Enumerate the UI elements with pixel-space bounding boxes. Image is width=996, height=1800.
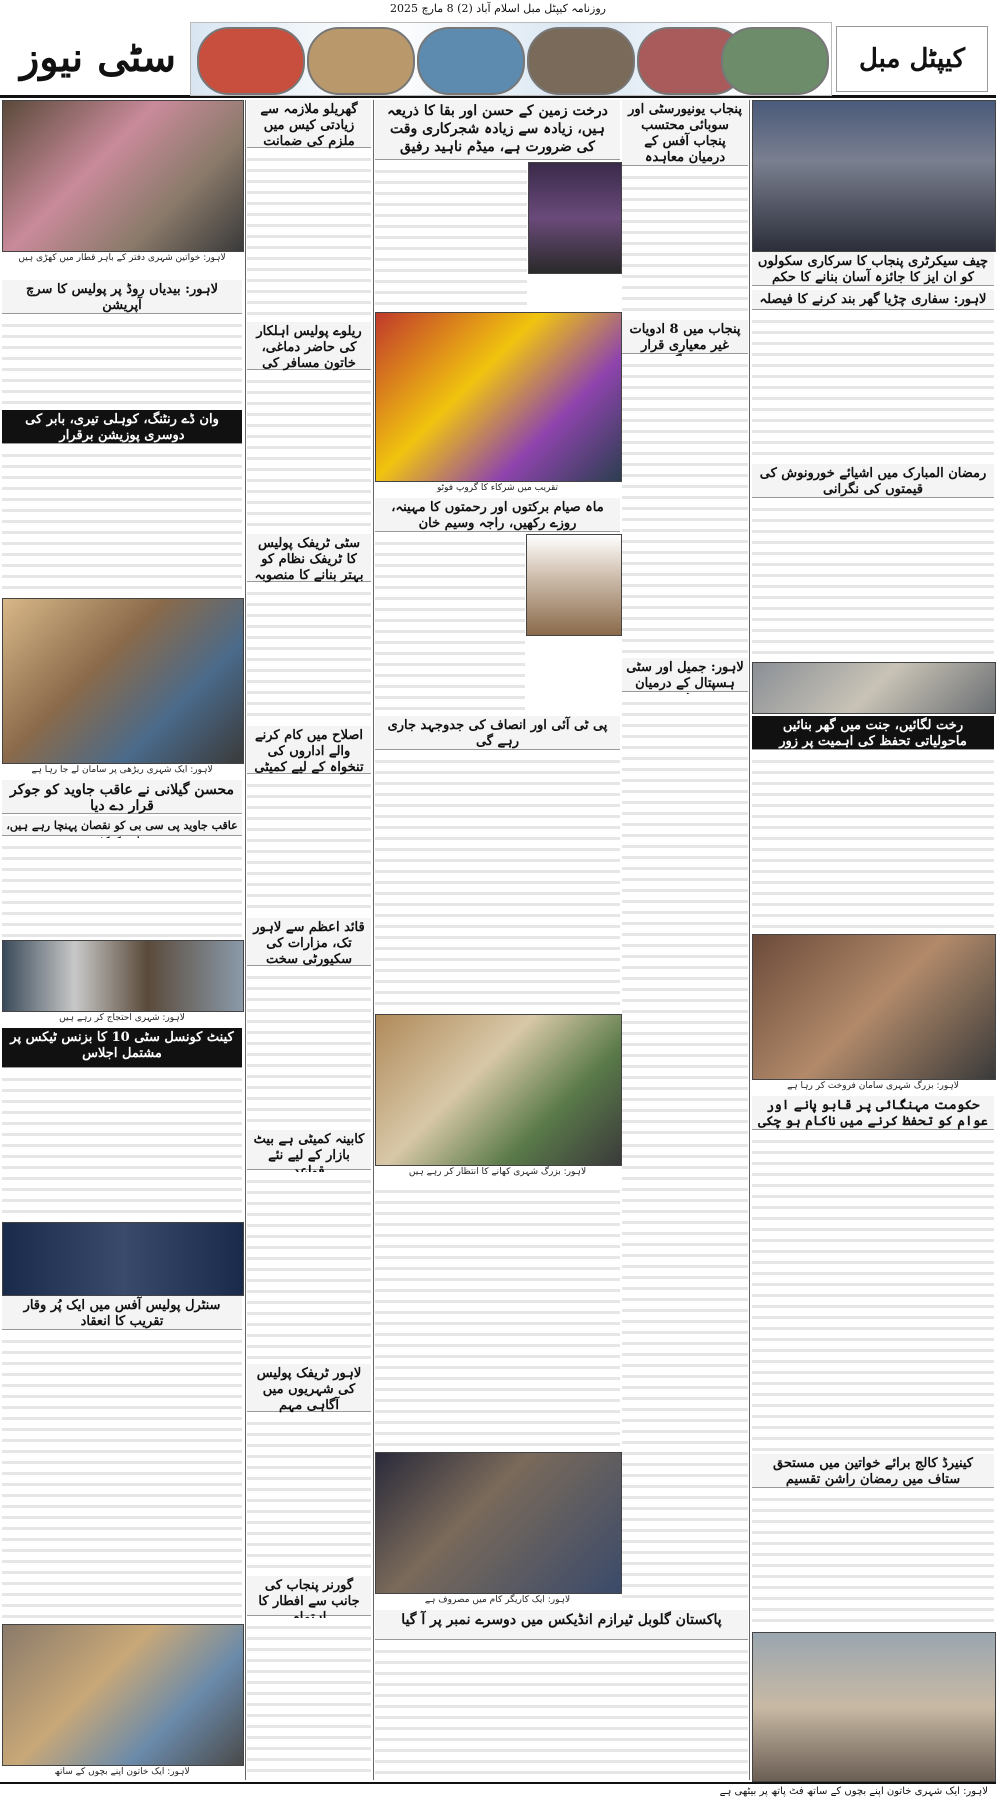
masthead-banner <box>190 22 832 96</box>
masthead <box>0 18 996 98</box>
article-body-col2-5 <box>375 752 620 1012</box>
article-body-col4-4 <box>2 1070 242 1220</box>
column-divider <box>245 100 247 1780</box>
article-body-col3-5 <box>247 968 371 1128</box>
headline-col2-7: پاکستان گلوبل ٹیرازم انڈیکس میں دوسرے نمبر پر آ گیا <box>375 1610 748 1640</box>
article-body-col2-1 <box>375 162 527 310</box>
caption-col4-4: لاہور: ایک خاتون اپنے بچوں کے ساتھ <box>2 1766 242 1780</box>
newspaper-logo: کیپٹل مبل <box>836 26 988 92</box>
headline-col4-6: سنٹرل پولیس آفس میں ایک پُر وقار تقریب کا انعقاد <box>2 1296 242 1330</box>
headline-col3-3: سٹی ٹریفک پولیس کا ٹریفک نظام کو بہتر بنانے کا منصوبہ <box>247 534 371 582</box>
headline-col4-1: لاہور: بیدیاں روڈ پر پولیس کا سرچ آپریشن <box>2 280 242 314</box>
article-body-col3-3 <box>247 584 371 724</box>
article-body-col3-6 <box>247 1172 371 1362</box>
column-divider <box>373 100 375 1780</box>
banner-photo-3 <box>417 27 525 95</box>
headline-col2-6: لاہور: جمیل اور سٹی ہسپتال کے درمیان <box>622 658 748 692</box>
banner-photo-4 <box>527 27 635 95</box>
article-body-col3-2 <box>247 372 371 532</box>
footer-caption: لاہور: ایک شہری خاتون اپنے بچوں کے ساتھ فٹ پاتھ پر بیٹھی ہے <box>0 1782 996 1800</box>
dateline: روزنامہ کیپٹل مبل اسلام آباد (2) 8 مارچ 2025 <box>390 2 606 15</box>
caption-col2-1: تقریب میں شرکاء کا گروپ فوٹو <box>375 482 620 496</box>
headline-col2-3: ماہ صیام برکتوں اور رحمتوں کا مہینہ، روزے رکھیں، راجہ وسیم خان <box>375 498 620 532</box>
portrait-photo <box>528 162 622 274</box>
article-body-col2-7 <box>375 1182 620 1450</box>
banner-photo-2 <box>307 27 415 95</box>
headline-col1-3: رمضان المبارک میں اشیائے خورونوش کی قیمتوں کی نگرانی <box>752 464 994 498</box>
women-queue-photo <box>2 100 244 252</box>
headline-col2-2: پنجاب یونیورسٹی اور سوبائی محتسب پنجاب آفس کے درمیان معاہدہ <box>622 100 748 166</box>
elderly-vendor-photo <box>752 934 996 1080</box>
headline-col2-4: پنجاب میں 8 ادویات غیر معیاری قرار <box>622 320 748 354</box>
headline-col4-5: کینٹ کونسل سٹی 10 کا بزنس ٹیکس پر مشتمل اجلاس <box>2 1028 242 1068</box>
article-body-col1-1 <box>752 312 994 462</box>
headline-col3-7: لاہور ٹریفک پولیس کی شہریوں میں آگاہی مہم <box>247 1364 371 1412</box>
mother-children-photo <box>2 1624 244 1766</box>
article-body-col2-3 <box>375 534 525 714</box>
section-title: سٹی نیوز <box>19 34 177 81</box>
caption-col2-3: لاہور: ایک کاریگر کام میں مصروف ہے <box>375 1594 620 1608</box>
headline-col1-5: حکومت مہنگائی پر قابو پانے اور عوام کو تحفظ کرنے میں ناکام ہو چکی <box>752 1096 994 1130</box>
headline-col1-2: لاہور: سفاری چڑیا گھر بند کرنے کا فیصلہ <box>752 290 994 310</box>
elders-photo <box>375 1014 622 1166</box>
headline-col1-6: کینیرڈ کالج برائے خواتین میں مستحق ستاف میں رمضان راشن تقسیم <box>752 1454 994 1488</box>
article-body-col4-3 <box>2 838 242 938</box>
article-body-col2-2 <box>622 168 748 318</box>
headline-col4-2: وان ڈے رنٹنگ، کوہلی تیری، بابر کی دوسری پوزیشن برقرار <box>2 410 242 444</box>
article-body-col3-4 <box>247 776 371 916</box>
article-body-col4-2 <box>2 446 242 596</box>
group-photo <box>752 662 996 714</box>
conference-photo <box>752 100 996 252</box>
headline-col3-4: اصلاح میں کام کرنے والے اداروں کی تنخواہ کے لیے کمیٹی <box>247 726 371 774</box>
cart-photo <box>2 598 244 764</box>
headline-col2-1: درخت زمین کے حسن اور بقا کا ذریعہ ہیں، زیادہ سے زیادہ شجرکاری وقت کی ضرورت ہے، میڈم ناہید رفیق <box>375 100 620 160</box>
caption-col4-3: لاہور: شہری احتجاج کر رہے ہیں <box>2 1012 242 1026</box>
protest-photo <box>2 940 244 1012</box>
article-body-col2-8 <box>622 1136 748 1606</box>
article-body-col1-2 <box>752 500 994 660</box>
article-body-col3-1 <box>247 150 371 320</box>
headline-col1-4: رخت لگائیں، جنت میں گھر بنائیں ماحولیاتی تحفظ کی اہمیت پر زور <box>752 716 994 750</box>
article-body-col2-9 <box>375 1642 748 1780</box>
article-body-col3-8 <box>247 1618 371 1780</box>
banner-photo-1 <box>197 27 305 95</box>
headline-col4-4: عاقب جاوید پی سی بی کو نقصان پہنچا رہے ہیں، <box>2 816 242 836</box>
caption-col4-1: لاہور: خواتین شہری دفتر کے باہر قطار میں کھڑی ہیں <box>2 252 242 278</box>
headline-col2-5: پی ٹی آئی اور انصاف کی جدوجہد جاری رہے گی <box>375 716 620 750</box>
headline-col3-8: گورنر پنجاب کی جانب سے افطار کا <box>247 1576 371 1616</box>
caption-col4-2: لاہور: ایک شہری ریڑھی پر سامان لے جا رہا ہے <box>2 764 242 778</box>
article-body-col4-5 <box>2 1332 242 1622</box>
article-body-col1-5 <box>752 1490 994 1630</box>
headline-col3-1: گھریلو ملازمہ سے زیادتی کیس میں ملزم کی ضمانت <box>247 100 371 148</box>
article-body-col3-7 <box>247 1414 371 1574</box>
caption-col2-2: لاہور: بزرگ شہری کھانے کا انتظار کر رہے ہیں <box>375 1166 620 1180</box>
police-group-photo <box>2 1222 244 1296</box>
article-body-col2-4 <box>622 356 748 656</box>
caption-col1-1: لاہور: بزرگ شہری سامان فروخت کر رہا ہے <box>752 1080 994 1094</box>
article-body-col4-1 <box>2 316 242 408</box>
headline-col3-5: قائد اعظم سے لاہور تک، مزارات کی سکیورٹی سخت <box>247 918 371 966</box>
column-divider <box>749 100 751 1780</box>
headline-col4-3: محسن گیلانی نے عاقب جاوید کو جوکر قرار دے دیا <box>2 780 242 814</box>
craftsman-photo <box>375 1452 622 1594</box>
headshot-photo <box>526 534 622 636</box>
article-body-col1-4 <box>752 1132 994 1452</box>
article-body-col2-6 <box>622 694 748 1134</box>
banner-photo-6 <box>721 27 829 95</box>
article-body-col1-3 <box>752 752 994 932</box>
headline-col3-2: ریلوے پولیس اہلکار کی حاضر دماغی، خاتون مسافر کی <box>247 322 371 370</box>
headline-col1-1: چیف سیکرٹری پنجاب کا سرکاری سکولوں کو ان ایز کا جائزہ آسان بنانے کا حکم <box>752 252 994 286</box>
ceremony-photo <box>375 312 622 482</box>
queue-photo <box>752 1632 996 1782</box>
headline-col3-6: کابینہ کمیٹی ہے بیٹ بازار کے لیے نئے <box>247 1130 371 1170</box>
